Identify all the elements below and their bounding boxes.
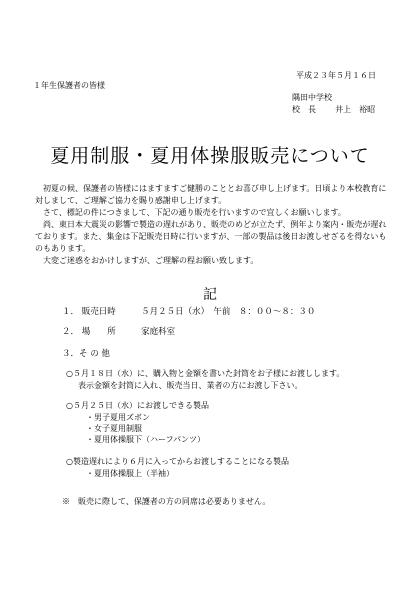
list-item: ・夏用体操服下（ハーフパンツ） (86, 435, 205, 444)
recipient: １年生保護者の皆様 (33, 81, 105, 90)
item-2-label: 場 所 (81, 327, 116, 337)
note-available-heading: ○５月２５日（水）にお渡しできる製品 (66, 401, 209, 410)
item-location (62, 326, 175, 338)
school-name: 隅田中学校 (292, 93, 332, 102)
item-1-label: 販売日時 (81, 307, 116, 317)
principal (292, 104, 375, 115)
list-item: ・夏用体操服上（半袖） (86, 469, 174, 478)
list-item: ・女子夏用制服 (86, 424, 142, 433)
note-delayed-heading: ○製造遅れにより６月に入ってからお渡しすることになる製品 (66, 457, 289, 466)
note-envelope-line-1: ○５月１８日（水）に、購入物と金額を書いた封筒をお子様にお渡しします。 (66, 369, 345, 378)
body-paragraph-1: 初夏の候、保護者の皆様にはますますご健勝のこととお喜び申し上げます。日頃より本校教育に対しまして、ご理解ご協力を賜り感謝申し上げます。 (35, 184, 387, 205)
body-paragraph-2: さて、標記の件につきまして、下記の通り販売を行いますので宜しくお願いします。 (43, 208, 346, 217)
item-sale-datetime (62, 306, 315, 318)
delayed-products-list (86, 468, 174, 479)
ki-heading: 記 (203, 287, 217, 303)
body-text (35, 183, 387, 267)
principal-name: 井上 裕昭 (335, 105, 376, 114)
principal-title: 校 長 (292, 105, 316, 114)
body-paragraph-3: 尚、東日本大震災の影響で製造の遅れがあり、販売のめどが立たず、例年より案内・販売が遅れております。また、集金は下記販売日時に行いますが、一部の製品は後日お渡しせざるを得ないものもあります。 (35, 220, 387, 253)
item-2-value: 家庭科室 (141, 327, 176, 337)
note-envelope-line-2: 表示金額を封筒に入れ、販売当日、業者の方にお渡し下さい。 (78, 381, 303, 390)
list-item: ・男子夏用ズボン (86, 413, 150, 422)
available-products-list (86, 412, 205, 445)
issue-date: 平成２３年５月１６日 (296, 71, 376, 80)
footer-note: ※ 販売に際して、保護者の方の同席は必要ありません。 (62, 497, 271, 506)
body-paragraph-4: 大変ご迷惑をおかけしますが、ご理解の程お願い致します。 (43, 256, 259, 265)
item-2-number: ２． (62, 327, 80, 337)
item-1-number: １． (62, 307, 80, 317)
item-other: ３．そ の 他 (62, 349, 110, 359)
page-title: 夏用制服・夏用体操服販売について (50, 145, 370, 167)
item-1-value: ５月２５日（水） 午前 ８：００～８：３０ (141, 307, 316, 317)
